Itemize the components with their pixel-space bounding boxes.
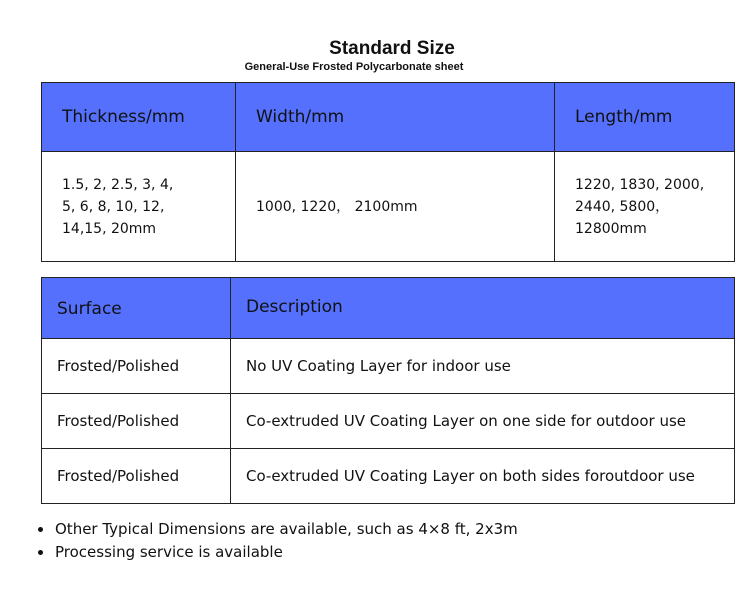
surface-cell: Frosted/Polished xyxy=(42,339,231,394)
length-line: 1220, 1830, 2000, xyxy=(575,176,705,193)
thickness-cell xyxy=(42,152,236,262)
width-cell: 1000, 1220， 2100mm xyxy=(236,152,555,262)
thickness-line: 14,15, 20mm xyxy=(62,220,157,237)
surface-cell: Frosted/Polished xyxy=(42,449,231,504)
description-header: Description xyxy=(231,278,735,339)
surface-table xyxy=(41,277,735,504)
width-header: Width/mm xyxy=(236,83,555,152)
description-cell: Co-extruded UV Coating Layer on one side for outdoor use xyxy=(231,394,735,449)
surface-cell: Frosted/Polished xyxy=(42,394,231,449)
surface-table-header-row xyxy=(42,278,735,339)
list-item: Other Typical Dimensions are available, such as 4×8 ft, 2x3m xyxy=(36,518,518,541)
surface-table-row xyxy=(42,449,735,504)
description-cell: Co-extruded UV Coating Layer on both sides foroutdoor use xyxy=(231,449,735,504)
thickness-line: 5, 6, 8, 10, 12, xyxy=(62,198,165,215)
length-header: Length/mm xyxy=(555,83,735,152)
thickness-header: Thickness/mm xyxy=(42,83,236,152)
size-table-header-row xyxy=(42,83,735,152)
surface-table-row xyxy=(42,394,735,449)
thickness-line: 1.5, 2, 2.5, 3, 4, xyxy=(62,176,174,193)
page-title: Standard Size xyxy=(329,38,455,59)
size-table-row xyxy=(42,152,735,262)
length-cell xyxy=(555,152,735,262)
page-subtitle: General-Use Frosted Polycarbonate sheet xyxy=(244,61,464,73)
surface-header: Surface xyxy=(42,278,231,339)
length-line: 2440, 5800， xyxy=(575,198,670,215)
length-line: 12800mm xyxy=(575,220,647,237)
size-table xyxy=(41,82,735,262)
description-cell: No UV Coating Layer for indoor use xyxy=(231,339,735,394)
list-item: Processing service is available xyxy=(36,541,518,564)
surface-table-row xyxy=(42,339,735,394)
notes-list xyxy=(36,518,518,564)
